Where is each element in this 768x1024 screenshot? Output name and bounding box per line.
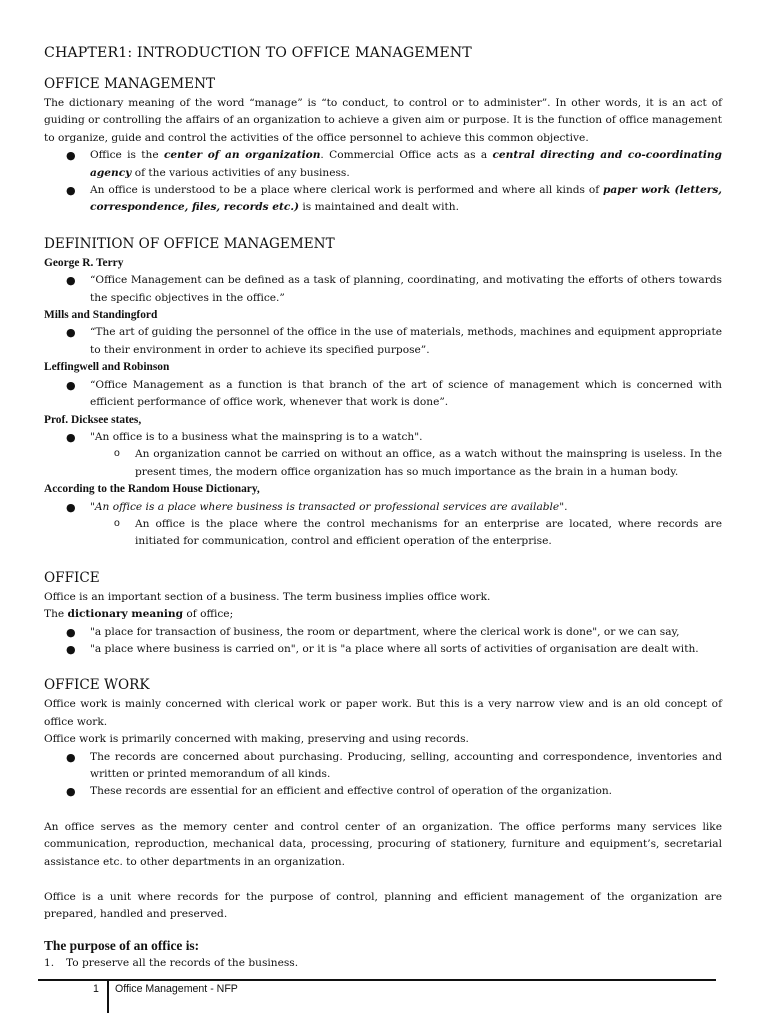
- list-item: [44, 749, 722, 784]
- footer-text: Office Management - NFP: [115, 983, 238, 995]
- text-run: is maintained and dealt with.: [299, 201, 459, 214]
- list-item: [44, 955, 722, 972]
- definition-sublist-5: [44, 516, 722, 551]
- list-item: [44, 641, 722, 658]
- footer-divider: [107, 981, 109, 1013]
- text-run: of the various activities of any business.: [131, 166, 350, 179]
- section-heading-office: OFFICE: [44, 569, 100, 586]
- bullet-icon: ●: [66, 625, 76, 639]
- office-work-para-2: Office work is primarily concerned with making, preserving and using records.: [44, 733, 469, 746]
- list-item: [44, 516, 722, 551]
- office-work-para-4: Office is a unit where records for the purpose of control, planning and efficient management of the organization are prepared, handled and preserved.: [44, 891, 722, 921]
- list-item: [44, 272, 722, 307]
- author-name: Prof. Dicksee states,: [44, 413, 142, 426]
- office-line-2: [44, 606, 722, 623]
- bold-text: dictionary meaning: [67, 608, 184, 621]
- item-text: To preserve all the records of the business.: [66, 956, 299, 969]
- author-name: Leffingwell and Robinson: [44, 361, 170, 374]
- definition-list-2: [44, 324, 722, 359]
- document-page: [44, 45, 722, 972]
- text-run: The: [44, 608, 68, 621]
- list-item: [44, 446, 722, 481]
- list-item: [44, 377, 722, 412]
- office-work-para-3: An office serves as the memory center and control center of an organization. The office performs many services like communication, reproduction, mechanical data, processing, procuring of stationery, furniture and equipment’s, secretarial assistance etc. to other departments in an organization.: [44, 820, 722, 868]
- bullet-icon: ●: [66, 500, 76, 514]
- page-number: 1: [93, 983, 99, 995]
- text-run: Office is the: [90, 149, 164, 162]
- item-number: 1.: [44, 956, 55, 969]
- section-heading-purpose: The purpose of an office is:: [44, 937, 200, 953]
- quote-text: “Office Management as a function is that branch of the art of science of management which is concerned with efficient performance of office work, whenever that work is done”.: [90, 378, 722, 409]
- office-line-1: Office is an important section of a business. The term business implies office work.: [44, 590, 491, 603]
- sub-text: An office is the place where the control mechanisms for an enterprise are located, where records are initiated for communication, control and efficient operation of the enterprise.: [135, 517, 722, 548]
- bullet-text: These records are essential for an efficient and effective control of operation of the organization.: [90, 785, 613, 798]
- section-heading-office-management: OFFICE MANAGEMENT: [44, 76, 216, 92]
- bullet-icon: ●: [66, 750, 76, 764]
- emphasis-text: central directing and co-coordinating agency: [90, 149, 722, 179]
- text-run: of office;: [183, 608, 234, 621]
- bullet-icon: ●: [66, 785, 76, 799]
- bullet-icon: ●: [66, 378, 76, 392]
- author-name: Mills and Standingford: [44, 309, 158, 322]
- list-item: [44, 147, 722, 182]
- author-name: George R. Terry: [44, 256, 124, 269]
- definition-list-4: [44, 429, 722, 446]
- list-item: [44, 783, 722, 800]
- bullet-icon: ●: [66, 642, 76, 656]
- bullet-text: The records are concerned about purchasing. Producing, selling, accounting and correspondence, inventories and written or printed memorandum of all kinds.: [90, 750, 722, 780]
- office-management-bullets: [44, 147, 722, 217]
- quote-text: “The art of guiding the personnel of the office in the use of materials, methods, machines and equipment appropriate to their environment in order to achieve its specified purpose”.: [90, 326, 722, 356]
- quote-text: “Office Management can be defined as a task of planning, coordinating, and motivating the efforts of others towards the specific objectives in the office.”: [90, 274, 722, 304]
- list-item: [44, 324, 722, 359]
- footer-rule: [38, 979, 716, 981]
- text-run: . Commercial Office acts as a: [320, 149, 493, 162]
- bullet-text: "a place for transaction of business, the room or department, where the clerical work is done", or we can say,: [90, 625, 680, 638]
- office-work-para-1: Office work is mainly concerned with clerical work or paper work. But this is a very narrow view and is an old concept of office work.: [44, 698, 722, 728]
- definition-list-1: [44, 272, 722, 307]
- bullet-icon: ●: [66, 149, 76, 163]
- section-heading-definition: DEFINITION OF OFFICE MANAGEMENT: [44, 235, 335, 252]
- bullet-icon: ●: [66, 274, 76, 288]
- definition-list-3: [44, 377, 722, 412]
- office-work-bullets: [44, 749, 722, 801]
- definition-list-5: [44, 499, 722, 516]
- list-item: [44, 429, 722, 446]
- office-management-intro: The dictionary meaning of the word “manage” is “to conduct, to control or to administer”. In other words, it is an act of guiding or controlling the affairs of an organization to achieve a given aim or purpose. It is the function of office management to organize, guide and control the activities of the office personnel to achieve this common objective.: [44, 97, 722, 144]
- bullet-icon: ●: [66, 326, 76, 340]
- sub-text: An organization cannot be carried on without an office, as a watch without the mainspring is useless. In the present times, the modern office organization has so much importance as the brain in a human body.: [135, 448, 722, 478]
- quote-text: "An office is to a business what the mainspring is to a watch".: [90, 430, 423, 443]
- quote-text: "An office is a place where business is transacted or professional services are available".: [90, 500, 568, 513]
- definition-sublist-4: [44, 446, 722, 481]
- list-item: [44, 182, 722, 217]
- list-item: [44, 624, 722, 641]
- chapter-title: CHAPTER1: INTRODUCTION TO OFFICE MANAGEMENT: [44, 45, 472, 61]
- list-item: [44, 499, 722, 516]
- emphasis-text: center of an organization: [163, 149, 321, 162]
- circle-bullet-icon: o: [114, 447, 120, 460]
- circle-bullet-icon: o: [114, 516, 120, 529]
- section-heading-office-work: OFFICE WORK: [44, 677, 150, 694]
- bullet-icon: ●: [66, 184, 76, 198]
- text-run: An office is understood to be a place where clerical work is performed and where all kinds of: [90, 184, 603, 197]
- emphasis-text: paper work (letters, correspondence, files, records etc.): [90, 184, 722, 214]
- purpose-list: [44, 955, 722, 972]
- office-bullets: [44, 624, 722, 659]
- author-name: According to the Random House Dictionary,: [44, 483, 260, 496]
- bullet-text: "a place where business is carried on", or it is "a place where all sorts of activities of organisation are dealt with.: [90, 642, 699, 655]
- bullet-icon: ●: [66, 430, 76, 444]
